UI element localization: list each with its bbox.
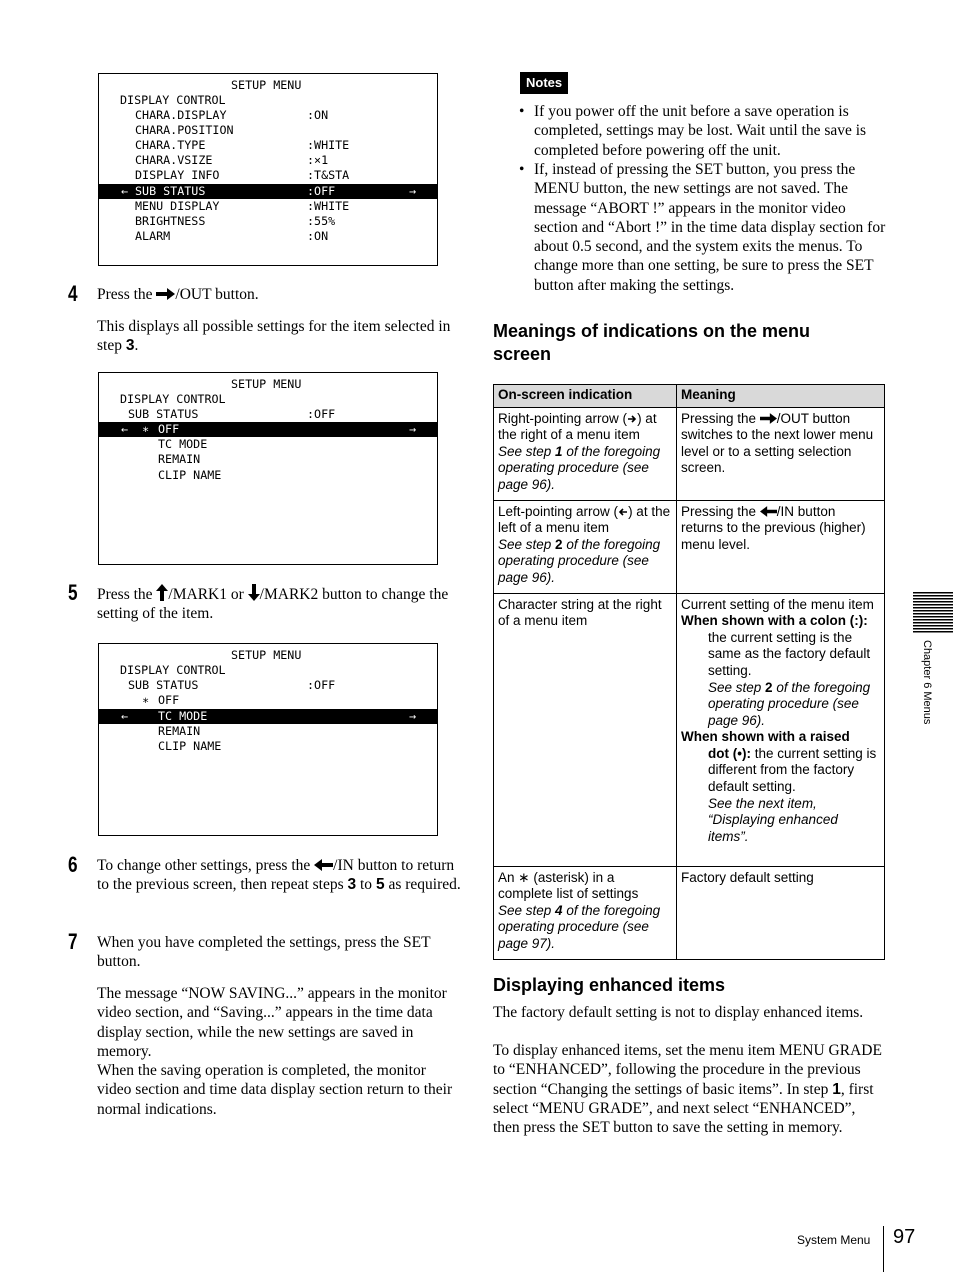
section-heading-meanings: Meanings of indications on the menu screen	[493, 321, 811, 364]
menu-row: MENU DISPLAY :WHITE	[135, 199, 350, 213]
step-number-5: 5	[68, 580, 78, 605]
menu-header: DISPLAY CONTROL	[120, 93, 226, 107]
table-cell: Right-pointing arrow ( ) at the right of a menu item See step 1 of the foregoing operating procedure (see page 96).	[494, 407, 677, 500]
left-arrow-icon	[760, 506, 777, 517]
menu-row: ALARM :ON	[135, 229, 329, 243]
right-arrow-icon	[627, 414, 637, 424]
right-arrow-icon	[760, 413, 777, 424]
table-cell: Character string at the right of a menu item	[494, 593, 677, 866]
column-header: Meaning	[677, 385, 885, 408]
right-arrow-icon: →	[409, 709, 417, 723]
step-4-instruction: Press the /OUT button.	[97, 286, 259, 303]
menu-title: SETUP MENU	[231, 648, 302, 662]
menu-row: CHARA.DISPLAY :ON	[135, 108, 329, 122]
setup-menu-screen-3: SETUP MENU DISPLAY CONTROL SUB STATUS :OFF ∗ OFF ← TC MODE → REMAIN CLIP NAME	[98, 643, 438, 836]
left-arrow-icon: ←	[121, 709, 129, 723]
left-arrow-icon	[618, 507, 628, 517]
table-row	[494, 593, 885, 866]
menu-row-selected: ← ∗ OFF →	[99, 422, 437, 437]
menu-row: BRIGHTNESS :55%	[135, 214, 336, 228]
menu-option: CLIP NAME	[158, 739, 222, 753]
left-arrow-icon	[314, 859, 333, 871]
right-arrow-icon: →	[409, 422, 417, 436]
bullet: •	[519, 103, 525, 120]
setup-menu-screen-1	[98, 73, 438, 266]
right-arrow-icon	[156, 288, 175, 300]
page-number: 97	[893, 1226, 916, 1248]
step-4-description: This displays all possible settings for the item selected in step 3.	[97, 318, 451, 355]
menu-option: REMAIN	[158, 452, 201, 466]
table-row	[494, 407, 885, 500]
left-arrow-icon: ←	[121, 422, 129, 436]
asterisk-icon: ∗	[142, 693, 150, 707]
table-row	[494, 500, 885, 593]
step-number-7: 7	[68, 929, 78, 954]
down-arrow-icon	[248, 584, 260, 601]
right-arrow-icon: →	[409, 184, 417, 198]
note-item-2: If, instead of pressing the SET button, you press the MENU button, the new settings are not saved. The message “ABORT !” appears in the monitor video section and “Abort !” in the time data display section for about 0.5 second, and the system exits the menus. To change more than one setting, be sure to press the SET button after making the settings.	[534, 161, 886, 294]
table-cell: Pressing the /OUT button switches to the next lower menu level or to a setting selection screen.	[677, 407, 885, 500]
footer-section: System Menu	[797, 1233, 871, 1247]
table-cell: Factory default setting	[677, 866, 885, 959]
section-2-para-1: The factory default setting is not to display enhanced items.	[493, 1004, 864, 1021]
table-cell: Current setting of the menu item When shown with a colon (:): the current setting is the same as the factory default setting. See step 2 of the foregoing operating procedure (see page 96). When shown with a raised dot (•): the current setting is different from the factory default setting. See the next item, “Displaying enhanced items”.	[677, 593, 885, 866]
bullet: •	[519, 161, 525, 178]
menu-row: DISPLAY INFO :T&STA	[135, 168, 350, 182]
step-7-instruction: When you have completed the settings, press the SET button.	[97, 934, 431, 971]
indications-table	[493, 384, 885, 960]
menu-option: TC MODE	[158, 437, 208, 451]
chapter-tab-marker	[913, 592, 953, 634]
table-cell: Left-pointing arrow ( ) at the left of a menu item See step 2 of the foregoing operating procedure (see page 96).	[494, 500, 677, 593]
left-arrow-icon: ←	[121, 184, 129, 198]
column-header: On-screen indication	[494, 385, 677, 408]
table-cell: An ∗ (asterisk) in a complete list of settings See step 4 of the foregoing operating procedure (see page 97).	[494, 866, 677, 959]
table-cell: Pressing the /IN button returns to the previous (higher) menu level.	[677, 500, 885, 593]
step-number-6: 6	[68, 852, 78, 877]
chapter-label: Chapter 6 Menus	[921, 640, 933, 725]
step-7-para-1: The message “NOW SAVING...” appears in the monitor video section, and “Saving...” appears in the time data display section, while the new settings are saved in memory.	[97, 985, 447, 1060]
menu-row: CHARA.POSITION	[135, 123, 234, 137]
menu-row: CHARA.TYPE :WHITE	[135, 138, 350, 152]
menu-title: SETUP MENU	[231, 377, 302, 391]
menu-header: DISPLAY CONTROL	[120, 392, 226, 406]
section-2-para-2: To display enhanced items, set the menu item MENU GRADE to “ENHANCED”, following the procedure in the previous section “Changing the settings of basic items”. In step 1, first select “MENU GRADE”, and next select “ENHANCED”, then press the SET button to save the setting in memory.	[493, 1042, 882, 1137]
menu-header: DISPLAY CONTROL	[120, 663, 226, 677]
menu-option: CLIP NAME	[158, 468, 222, 482]
step-6-instruction: To change other settings, press the /IN button to return to the previous screen, then repeat steps 3 to 5 as required.	[97, 857, 461, 894]
step-5-instruction: Press the /MARK1 or /MARK2 button to change the setting of the item.	[97, 586, 449, 623]
up-arrow-icon	[156, 584, 168, 601]
menu-row: CHARA.VSIZE :×1	[135, 153, 329, 167]
note-item-1: If you power off the unit before a save operation is completed, settings may be lost. Wait until the save is completed before powering off the unit.	[534, 103, 867, 159]
step-number-4: 4	[68, 281, 78, 306]
asterisk-icon: ∗	[142, 422, 150, 436]
menu-option: REMAIN	[158, 724, 201, 738]
step-7-para-2: When the saving operation is completed, the monitor video section and time data display section return to their normal indications.	[97, 1062, 453, 1118]
section-heading-enhanced: Displaying enhanced items	[493, 975, 726, 995]
menu-row-selected: ← TC MODE →	[99, 709, 437, 724]
menu-title: SETUP MENU	[231, 78, 302, 92]
table-row	[494, 866, 885, 959]
table-header-row	[494, 385, 885, 408]
setup-menu-screen-2: SETUP MENU DISPLAY CONTROL SUB STATUS :OFF ← ∗ OFF → TC MODE REMAIN CLIP NAME	[98, 372, 438, 565]
menu-option: ∗ OFF	[142, 693, 180, 707]
notes-label: Notes	[520, 72, 568, 94]
footer-divider	[883, 1226, 884, 1272]
menu-row-selected: ← SUB STATUS :OFF →	[99, 184, 437, 199]
